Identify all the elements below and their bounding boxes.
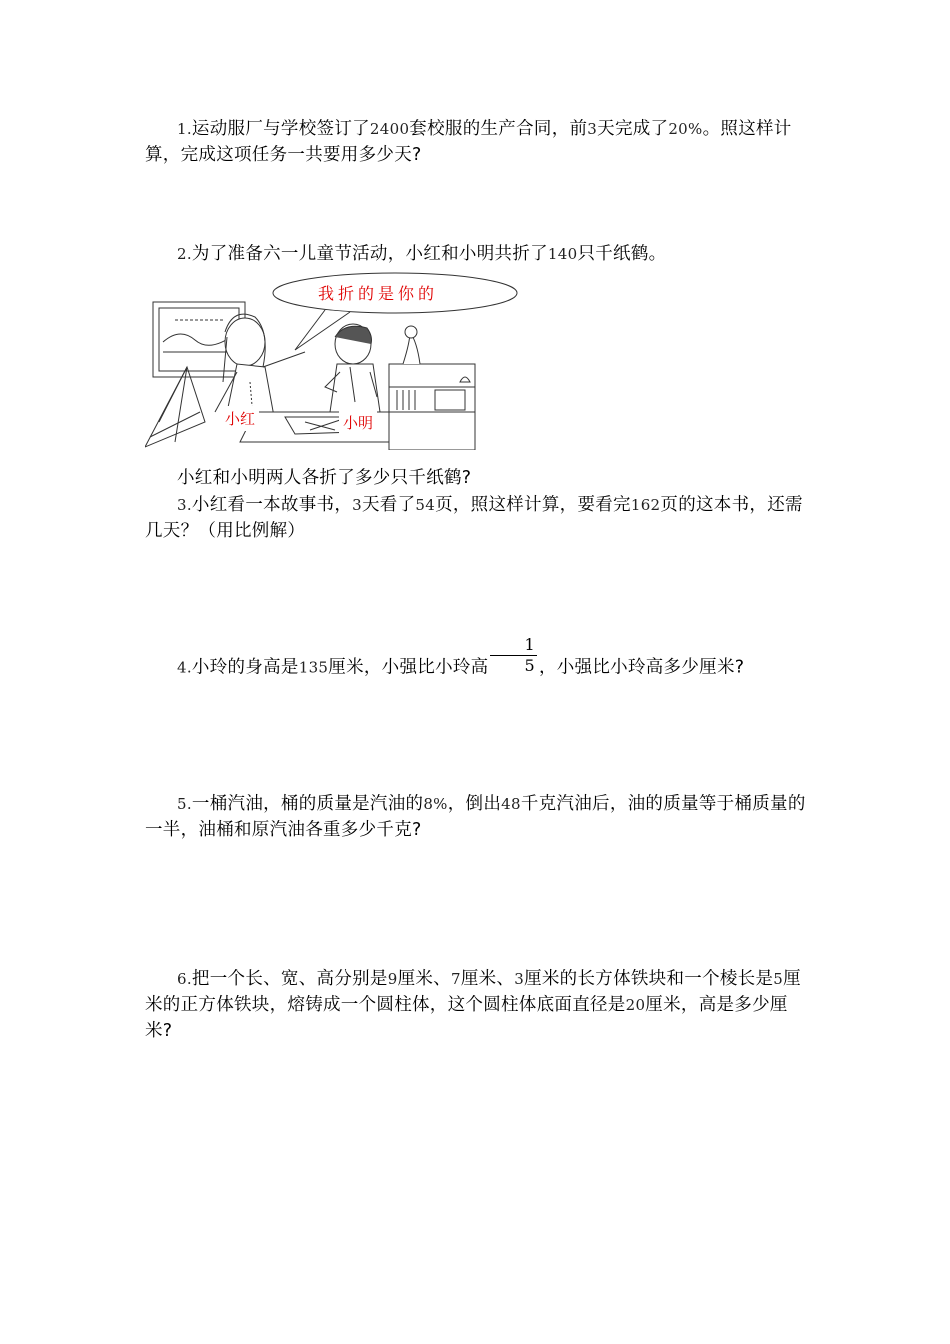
speech-bubble (273, 273, 517, 350)
question-number: 6. (177, 970, 192, 988)
fraction (490, 635, 536, 676)
question-number: 5. (177, 795, 192, 813)
question-number: 4. (177, 658, 192, 677)
question-4: 4.小玲的身高是135厘米，小强比小玲高 $\frac{1}{5}$ ，小强比小玲高多少厘米? (177, 635, 745, 678)
question-2-ask: 小红和小明两人各折了多少只千纸鹤? (177, 468, 472, 488)
illustration-drawing (145, 272, 525, 450)
question-number: 3. (177, 496, 192, 514)
label-girl: 小红 (221, 406, 259, 431)
speech-text: 我折的是你的 (318, 284, 439, 303)
question-6: 6.把一个长、宽、高分别是9厘米、7厘米、3厘米的长方体铁块和一个棱长是5厘米的正方体铁块，熔铸成一个圆柱体，这个圆柱体底面直径是20厘米，高是多少厘米? (145, 969, 801, 1041)
question-3: 3.小红看一本故事书，3天看了54页，照这样计算，要看完162页的这本书，还需几天？（用比例解） (145, 495, 803, 541)
paper-triangle (145, 367, 205, 447)
question-5: 5.一桶汽油，桶的质量是汽油的8%，倒出48千克汽油后，油的质量等于桶质量的一半，油桶和原汽油各重多少千克? (145, 794, 806, 840)
fraction-numerator: 1 (490, 635, 536, 656)
boy-figure (325, 324, 380, 412)
bookshelf (389, 326, 475, 450)
question-2: 2.为了准备六一儿童节活动，小红和小明共折了140只千纸鹤。 (177, 244, 667, 264)
question-1: 1.运动服厂与学校签订了2400套校服的生产合同，前3天完成了20%。照这样计算，完成这项任务一共要用多少天? (145, 119, 792, 165)
fraction-denominator: 5 (524, 656, 535, 675)
illustration-children-folding-cranes (145, 272, 525, 450)
question-number: 2. (177, 245, 192, 263)
question-number: 1. (177, 120, 192, 138)
label-boy: 小明 (339, 410, 377, 435)
